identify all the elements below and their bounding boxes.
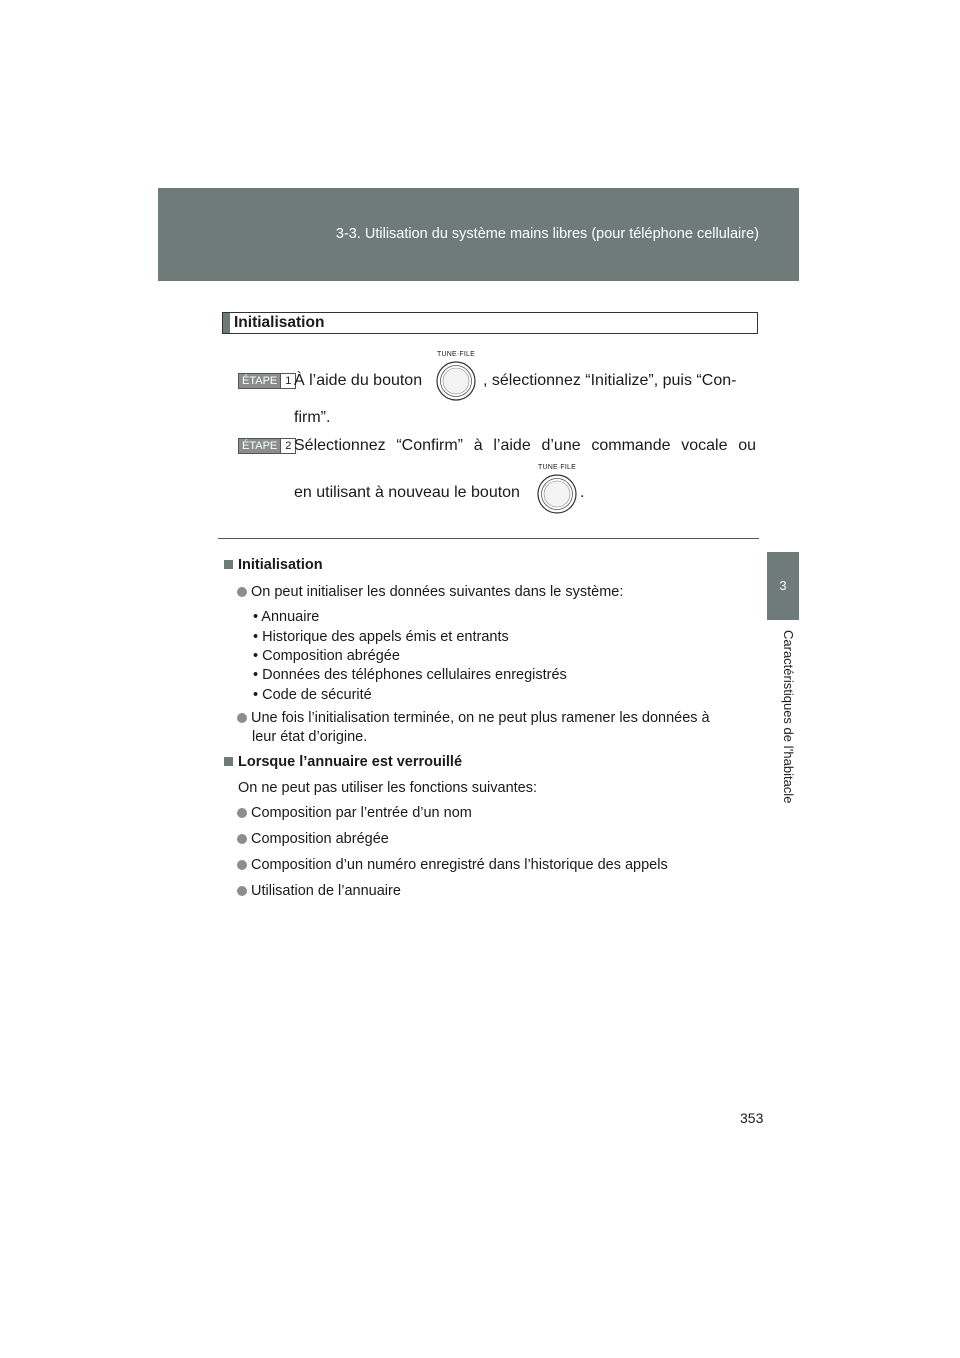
circle-bullet-icon [237, 587, 247, 597]
note-bullet [237, 582, 623, 602]
step-badge-number: 1 [280, 374, 295, 388]
circle-bullet-icon [237, 886, 247, 896]
tune-file-knob [537, 463, 577, 515]
step-1-text-start: À l’aide du bouton [294, 372, 423, 389]
note-bullet [237, 881, 401, 901]
note-bullet-text: Utilisation de l’annuaire [251, 883, 401, 899]
tune-file-knob [436, 350, 476, 402]
circle-bullet-icon [237, 860, 247, 870]
circle-bullet-icon [237, 808, 247, 818]
page-number: 353 [740, 1110, 764, 1126]
list-item: • Historique des appels émis et entrants [253, 629, 509, 645]
step-2-text-start: en utilisant à nouveau le bouton [294, 484, 520, 501]
note-heading-text: Lorsque l’annuaire est verrouillé [238, 754, 463, 770]
note-bullet [237, 855, 668, 875]
step-2-text-end: . [580, 484, 585, 501]
list-item: • Données des téléphones cellulaires enregistrés [253, 667, 567, 683]
chapter-side-tab [767, 552, 799, 620]
circle-bullet-icon [237, 713, 247, 723]
knob-icon [436, 360, 476, 402]
step-2-text-line1: Sélectionnez “Confirm” à l’aide d’une commande vocale ou [294, 437, 756, 454]
chapter-title: 3-3. Utilisation du système mains libres (pour téléphone cellulaire) [335, 226, 759, 242]
note-intro: On ne peut pas utiliser les fonctions suivantes: [238, 780, 538, 796]
step-badge-label: ÉTAPE [239, 374, 280, 388]
note-heading-initialisation [224, 557, 323, 573]
note-heading-locked-directory [224, 754, 462, 770]
step-badge-label: ÉTAPE [239, 439, 280, 453]
square-bullet-icon [224, 560, 233, 569]
chapter-header-band [158, 188, 799, 281]
note-heading-text: Initialisation [238, 557, 323, 573]
note-bullet [237, 829, 389, 849]
section-divider [218, 538, 759, 539]
knob-icon [537, 473, 577, 515]
knob-caption: TUNE·FILE [437, 351, 475, 358]
note-bullet-text: On peut initialiser les données suivantes dans le système: [251, 584, 624, 600]
chapter-number: 3 [779, 578, 787, 593]
note-bullet-text: Composition d’un numéro enregistré dans l’historique des appels [251, 857, 668, 873]
square-bullet-icon [224, 757, 233, 766]
step-badge-number: 2 [280, 439, 295, 453]
step-1-text-line2: firm”. [294, 409, 331, 426]
note-bullet-text: Une fois l’initialisation terminée, on ne peut plus ramener les données à [251, 710, 710, 726]
section-title: Initialisation [234, 314, 325, 331]
step-2-badge [238, 438, 296, 454]
knob-caption: TUNE·FILE [538, 464, 576, 471]
note-bullet-text: Composition par l’entrée d’un nom [251, 805, 472, 821]
step-1-text-end: , sélectionnez “Initialize”, puis “Con- [483, 372, 737, 389]
note-bullet [237, 708, 710, 728]
circle-bullet-icon [237, 834, 247, 844]
list-item: • Annuaire [253, 609, 320, 625]
section-header [222, 312, 758, 334]
note-bullet [237, 803, 472, 823]
step-1-badge [238, 373, 296, 389]
list-item: • Composition abrégée [253, 648, 400, 664]
list-item: • Code de sécurité [253, 687, 372, 703]
chapter-side-label: Caractéristiques de l’habitacle [781, 630, 796, 804]
note-bullet-continuation: leur état d’origine. [252, 729, 368, 745]
note-bullet-text: Composition abrégée [251, 831, 389, 847]
